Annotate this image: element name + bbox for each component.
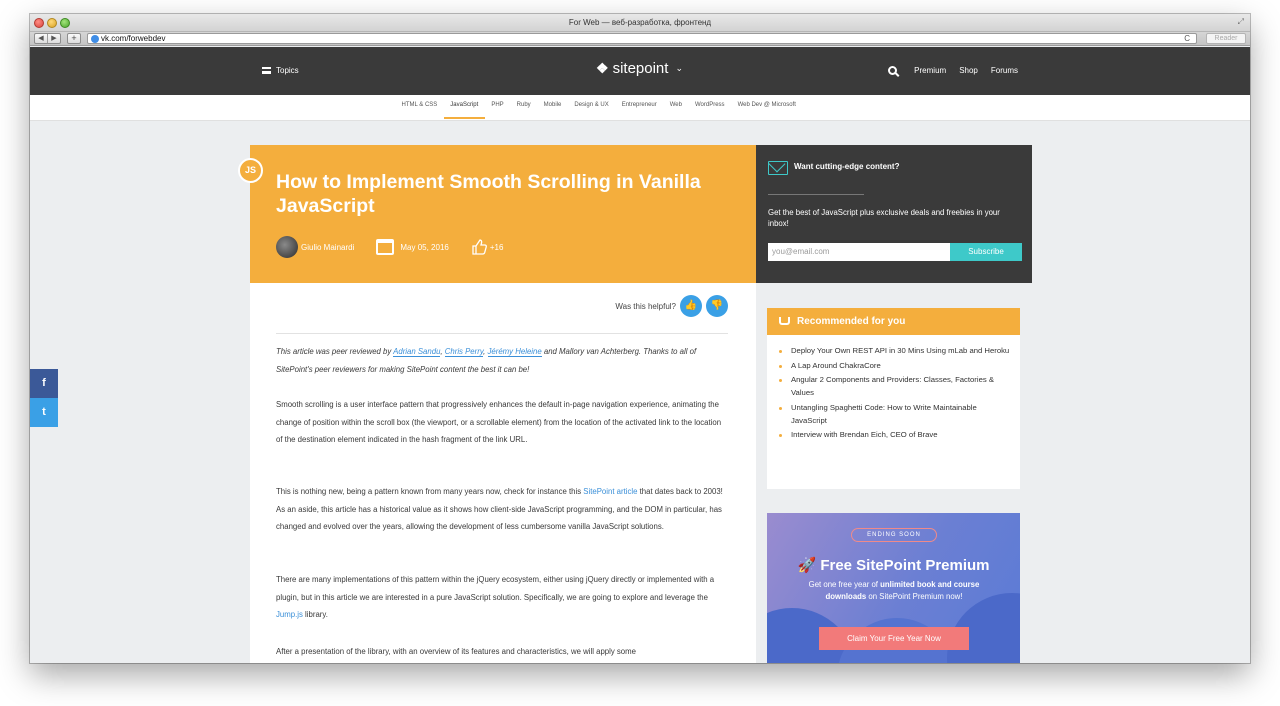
javascript-badge[interactable]: JS bbox=[238, 158, 263, 183]
address-bar[interactable] bbox=[87, 33, 1197, 44]
helpful-no-button[interactable]: 👎 bbox=[706, 295, 728, 317]
sitepoint-article-link[interactable]: SitePoint article bbox=[583, 487, 638, 496]
premium-promo bbox=[767, 513, 1020, 663]
paragraph-3 bbox=[276, 571, 728, 624]
author-avatar[interactable] bbox=[276, 236, 298, 258]
search-icon[interactable] bbox=[888, 66, 897, 75]
category-mobile[interactable]: Mobile bbox=[543, 102, 562, 108]
promo-text-b: on SitePoint Premium now! bbox=[866, 592, 963, 601]
newsletter-text: Get the best of JavaScript plus exclusive deals and freebies in your inbox! bbox=[768, 208, 1000, 228]
reviewer-link[interactable]: Chris Perry bbox=[444, 347, 484, 356]
web-page bbox=[30, 47, 1250, 663]
title-bar bbox=[30, 14, 1250, 32]
topics-menu[interactable] bbox=[262, 66, 299, 75]
add-bookmark-button[interactable]: + bbox=[67, 33, 81, 44]
logo-text: sitepoint bbox=[612, 60, 669, 77]
author-name[interactable]: Giulio Mainardi bbox=[301, 242, 355, 252]
coffee-cup-icon bbox=[779, 317, 790, 325]
category-entrepreneur[interactable]: Entrepreneur bbox=[621, 102, 657, 108]
site-header bbox=[30, 47, 1250, 95]
promo-text-bold: unlimited book and course downloads bbox=[825, 580, 980, 601]
recommended-item[interactable]: Untangling Spaghetti Code: How to Write Maintainable JavaScript bbox=[777, 402, 1013, 427]
recommended-header bbox=[767, 308, 1020, 335]
recommended-list bbox=[777, 345, 1013, 444]
promo-text bbox=[789, 579, 999, 603]
sitepoint-logo[interactable] bbox=[596, 60, 683, 77]
recommended-box bbox=[767, 308, 1020, 489]
nav-shop[interactable]: Shop bbox=[959, 66, 978, 75]
article-header bbox=[244, 145, 756, 283]
history-buttons bbox=[34, 33, 61, 44]
sitepoint-logo-icon: ❖ bbox=[596, 60, 609, 76]
paragraph-1: Smooth scrolling is a user interface pattern that progressively enhances the default in-page navigation experience, animating the change of position within the scroll box (the viewport, or a scrollable element) from the location of the activated link to the location of the destination element indicated in the hash fragment of the link URL. bbox=[276, 400, 722, 445]
review-thanks: and Mallory van Achterberg. Thanks to all of SitePoint's peer reviewers for making SitePoint content the best it can be! bbox=[276, 347, 697, 374]
article-divider bbox=[276, 333, 728, 334]
window-title: For Web — веб-разработка, фронтенд bbox=[568, 18, 712, 27]
forward-button[interactable]: ▶ bbox=[51, 35, 57, 42]
category-php[interactable]: PHP bbox=[491, 102, 504, 108]
category-wordpress[interactable]: WordPress bbox=[694, 102, 725, 108]
twitter-share-button[interactable]: t bbox=[30, 398, 58, 427]
address-url: vk.com/forwebdev bbox=[101, 34, 166, 43]
article-body bbox=[250, 283, 756, 663]
paragraph-2 bbox=[276, 483, 728, 536]
helpful-yes-button[interactable]: 👍 bbox=[680, 295, 702, 317]
paragraph-4: After a presentation of the library, with an overview of its features and characteristics, we will apply some bbox=[276, 647, 636, 656]
category-javascript[interactable]: JavaScript bbox=[444, 95, 485, 121]
email-input[interactable]: you@email.com bbox=[768, 243, 950, 261]
category-web[interactable]: Web bbox=[669, 102, 682, 108]
category-bar bbox=[30, 95, 1250, 121]
newsletter-box bbox=[756, 145, 1032, 283]
subscribe-button[interactable]: Subscribe bbox=[950, 243, 1022, 261]
back-button[interactable]: ◀ bbox=[35, 34, 48, 43]
category-html-css[interactable]: HTML & CSS bbox=[401, 102, 438, 108]
recommended-item[interactable]: Angular 2 Components and Providers: Classes, Factories & Values bbox=[777, 374, 1013, 399]
paragraph-3-text: There are many implementations of this pattern within the jQuery ecosystem, either using jQuery directly or implemented with a plugin, but in this article we are interested in a pure JavaScript solution. Specifically, we are going to explore and leverage the bbox=[276, 575, 715, 602]
hamburger-icon bbox=[262, 67, 271, 74]
recommended-heading: Recommended for you bbox=[797, 316, 906, 327]
category-list bbox=[395, 95, 802, 121]
promo-text-a: Get one free year of bbox=[808, 580, 881, 589]
browser-window bbox=[30, 14, 1250, 663]
helpful-widget bbox=[615, 295, 728, 317]
article-title: How to Implement Smooth Scrolling in Vanilla JavaScript bbox=[276, 171, 701, 217]
reviewer-link[interactable]: Adrian Sandu bbox=[393, 347, 441, 356]
helpful-label: Was this helpful? bbox=[615, 301, 676, 311]
promo-title bbox=[767, 556, 1020, 574]
chevron-down-icon: ⌄ bbox=[675, 63, 683, 73]
thumbs-up-icon[interactable] bbox=[471, 239, 487, 255]
nav-premium[interactable]: Premium bbox=[914, 66, 947, 75]
nav-forums[interactable]: Forums bbox=[990, 66, 1018, 75]
newsletter-heading: Want cutting-edge content? bbox=[794, 162, 900, 171]
category-design-ux[interactable]: Design & UX bbox=[574, 102, 609, 108]
fullscreen-icon[interactable]: ⤢ bbox=[1237, 17, 1244, 26]
promo-title-text: Free SitePoint Premium bbox=[820, 557, 990, 574]
review-sep: , bbox=[483, 347, 488, 356]
review-sep: , bbox=[440, 347, 445, 356]
paragraph-2-text: This is nothing new, being a pattern known from many years now, check for instance this bbox=[276, 487, 584, 496]
ending-soon-badge: ENDING SOON bbox=[851, 528, 937, 542]
reviewer-link[interactable]: Jérémy Heleine bbox=[487, 347, 542, 356]
calendar-icon bbox=[376, 239, 394, 255]
paragraph-3-text-end: library. bbox=[302, 610, 328, 620]
article-date: May 05, 2016 bbox=[400, 242, 449, 252]
like-count: +16 bbox=[489, 242, 504, 252]
recommended-item[interactable]: Interview with Brendan Eich, CEO of Brave bbox=[777, 429, 1013, 442]
reload-icon[interactable]: C bbox=[1184, 34, 1190, 43]
browser-toolbar bbox=[30, 32, 1250, 46]
envelope-icon bbox=[768, 161, 788, 175]
review-prefix: This article was peer reviewed by bbox=[276, 347, 394, 356]
jumpjs-link[interactable]: Jump.js bbox=[276, 610, 303, 620]
recommended-item[interactable]: A Lap Around ChakraCore bbox=[777, 360, 1013, 373]
header-nav bbox=[888, 66, 1018, 75]
claim-free-year-button[interactable]: Claim Your Free Year Now bbox=[819, 627, 969, 650]
site-globe-icon bbox=[91, 35, 99, 43]
category-web-dev-microsoft[interactable]: Web Dev @ Microsoft bbox=[737, 102, 796, 108]
reader-button[interactable]: Reader bbox=[1206, 33, 1246, 44]
topics-label: Topics bbox=[276, 66, 299, 75]
peer-review-note bbox=[276, 343, 728, 378]
newsletter-rule bbox=[768, 194, 864, 195]
facebook-share-button[interactable]: f bbox=[30, 369, 58, 398]
recommended-item[interactable]: Deploy Your Own REST API in 30 Mins Using mLab and Heroku bbox=[777, 345, 1013, 358]
rocket-icon: 🚀 bbox=[797, 557, 817, 574]
paragraph-2-text-end: that dates back to 2003! As an aside, this article has a historical value as it shows how client-side JavaScript programming, and the DOM in particular, has changed and evolved over the years, allowing the development of less cumbersome vanilla JavaScript solutions. bbox=[276, 487, 723, 532]
article-meta bbox=[276, 236, 503, 258]
category-ruby[interactable]: Ruby bbox=[516, 102, 531, 108]
